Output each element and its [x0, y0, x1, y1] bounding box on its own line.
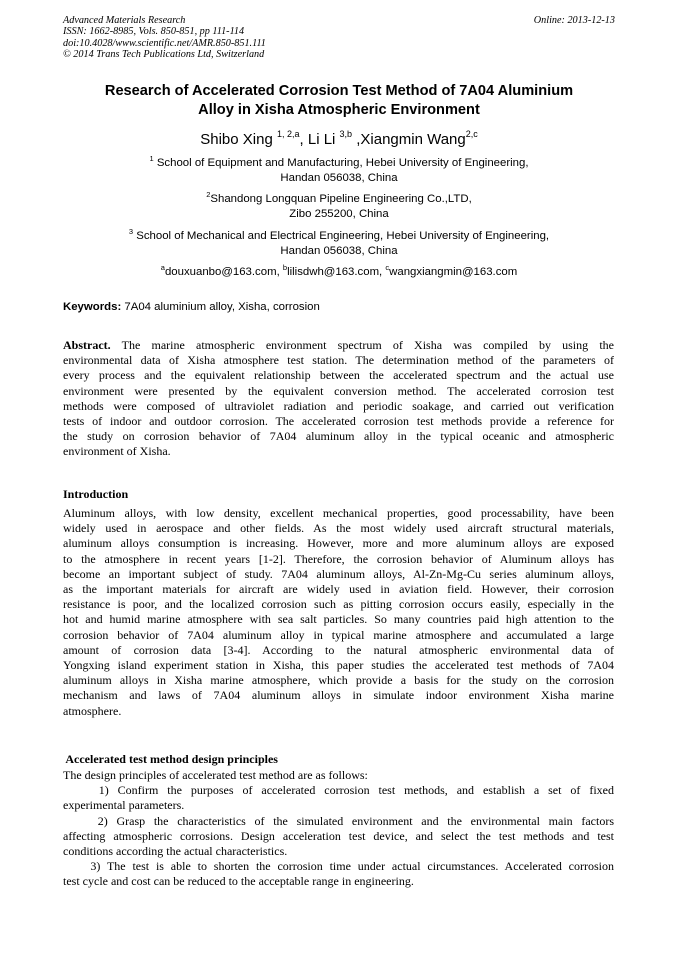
principles-line: conditions according the actual characteristics. — [63, 844, 288, 859]
abstract-line: environmental data of Xisha atmosphere test station. The determination method of the parameters of — [63, 353, 614, 368]
intro-line: corrosion behavior of 7A04 aluminum alloy in typical marine atmosphere and accumulated a large — [63, 627, 614, 642]
principles-line: test cycle and cost can be reduced to the acceptable range in engineering. — [63, 874, 414, 889]
intro-line: widely used in aerospace and other fields. As the most widely used aircraft structural materials, — [63, 521, 614, 536]
email-a-mark: a — [160, 263, 165, 272]
author-list — [40, 130, 638, 150]
keywords-text: 7A04 aluminium alloy, Xisha, corrosion — [121, 301, 320, 313]
abstract — [63, 338, 614, 460]
affiliation-3-line-2: Handan 056038, China — [280, 244, 398, 257]
intro-line: resistance is poor, and the localized corrosion such as pitting corrosion occurs easily, especially in the — [63, 597, 614, 612]
principles-paragraph — [63, 768, 614, 890]
keywords — [63, 300, 320, 314]
keywords-label: Keywords: — [63, 301, 122, 313]
journal-header — [63, 15, 266, 61]
affiliation-3-mark: 3 — [128, 227, 134, 236]
abstract-line: every process and the equivalent relationship between the accelerated spectrum and the actual use — [63, 368, 614, 383]
introduction-paragraph — [63, 506, 614, 719]
author-1: Shibo Xing — [200, 131, 273, 148]
email-c-mark: c — [385, 263, 390, 272]
author-emails — [40, 265, 638, 280]
principles-line: affecting atmospheric corrosions. Design acceleration test device, and select the test methods and test — [63, 828, 614, 843]
principles-line: 2) Grasp the characteristics of the simulated environment and the environmental main factors — [63, 813, 614, 828]
online-date: Online: 2013-12-13 — [533, 15, 615, 26]
affiliation-2 — [40, 192, 638, 221]
email-b[interactable]: lilisdwh@163.com, — [287, 266, 386, 278]
journal-copyright: © 2014 Trans Tech Publications Ltd, Switzerland — [63, 49, 265, 61]
title-line-1: Research of Accelerated Corrosion Test Method of 7A04 Aluminium — [104, 83, 574, 99]
intro-line: as the important materials for aircraft are widely used in aviation field. However, their corrosion — [63, 582, 614, 597]
author-2-affiliation: 3,b — [339, 129, 353, 139]
author-2: , Li Li — [299, 131, 336, 148]
abstract-label: Abstract. — [63, 338, 111, 352]
abstract-line-text: The marine atmospheric environment spectrum of Xisha was compiled by using the — [110, 338, 614, 352]
principles-line: 1) Confirm the purposes of accelerated corrosion test methods, and establish a set of fixed — [63, 783, 614, 798]
author-1-affiliation: 1, 2,a — [276, 129, 300, 139]
principles-line: experimental parameters. — [63, 798, 185, 813]
intro-line: atmosphere. — [63, 703, 122, 718]
intro-line: Aluminum alloys, with low density, excellent mechanical properties, good processability, have been — [63, 506, 614, 520]
intro-line: Yongxing island experiment station in Xisha, this paper studies the accelerated test methods of 7A04 — [63, 658, 614, 673]
affiliation-2-mark: 2 — [206, 190, 211, 199]
abstract-line: environment were presented by the equivalent conversion method. The accelerated corrosion test — [63, 383, 614, 398]
affiliation-2-line-2: Zibo 255200, China — [289, 207, 389, 220]
author-3-affiliation: 2,c — [465, 129, 478, 139]
abstract-line: the study on corrosion behavior of 7A04 aluminum alloy in the typical oceanic and atmospheric — [63, 429, 614, 444]
intro-line: hot and humid marine atmosphere with sea salt particles. So many countries paid high attention to the — [63, 612, 614, 627]
author-3: ,Xiangmin Wang — [352, 131, 466, 148]
abstract-line: tests of indoor and outdoor corrosion. The accelerated corrosion test methods provide a reference for — [63, 414, 614, 429]
affiliation-2-line-1: Shandong Longquan Pipeline Engineering Co.,LTD, — [210, 193, 472, 205]
affiliation-1-line-1: School of Equipment and Manufacturing, Hebei University of Engineering, — [153, 157, 529, 169]
journal-issn: ISSN: 1662-8985, Vols. 850-851, pp 111-114 — [63, 26, 245, 38]
section-heading-introduction: Introduction — [63, 487, 129, 501]
journal-name: Advanced Materials Research — [63, 15, 186, 26]
section-heading-principles: Accelerated test method design principles — [63, 752, 278, 766]
journal-doi: doi:10.4028/www.scientific.net/AMR.850-851.111 — [63, 37, 266, 49]
principles-line: 3) The test is able to shorten the corrosion time under actual circumstances. Accelerated corrosion — [63, 859, 614, 874]
email-a[interactable]: douxuanbo@163.com, — [164, 266, 283, 278]
email-c[interactable]: wangxiangmin@163.com — [389, 266, 518, 278]
intro-line: become an important subject of study. 7A04 aluminum alloys, Al-Zn-Mg-Cu series aluminum alloys, — [63, 566, 614, 581]
paper-title — [40, 82, 638, 120]
abstract-line: environment of Xisha. — [63, 444, 171, 459]
affiliation-1-line-2: Handan 056038, China — [280, 171, 398, 184]
intro-line: aluminum alloys in Xisha marine atmosphere, which provide a basis for the study on the corrosion — [63, 673, 614, 688]
intro-line: aluminum alloys consumption is increasing. However, more and more aluminum alloys are exposed — [63, 536, 614, 551]
email-b-mark: b — [282, 263, 288, 272]
principles-line: The design principles of accelerated test method are as follows: — [63, 768, 368, 782]
affiliation-3 — [40, 229, 638, 258]
abstract-line: methods were composed of ultraviolet radiation and periodic soakage, and carried out verification — [63, 398, 614, 413]
intro-line: to the atmosphere in recent years [1-2]. Therefore, the corrosion behavior of Aluminum alloys has — [63, 551, 614, 566]
intro-line: mechanism and laws of 7A04 aluminum alloys in simulate indoor environment Xisha marine — [63, 688, 614, 703]
affiliation-1-mark: 1 — [149, 154, 154, 163]
title-line-2: Alloy in Xisha Atmospheric Environment — [198, 102, 480, 118]
intro-line: amount of corrosion data [3-4]. According to the natural atmospheric environmental data of — [63, 642, 614, 657]
affiliation-1 — [40, 156, 638, 185]
affiliation-3-line-1: School of Mechanical and Electrical Engineering, Hebei University of Engineering, — [133, 230, 550, 242]
abstract-line — [63, 338, 614, 353]
